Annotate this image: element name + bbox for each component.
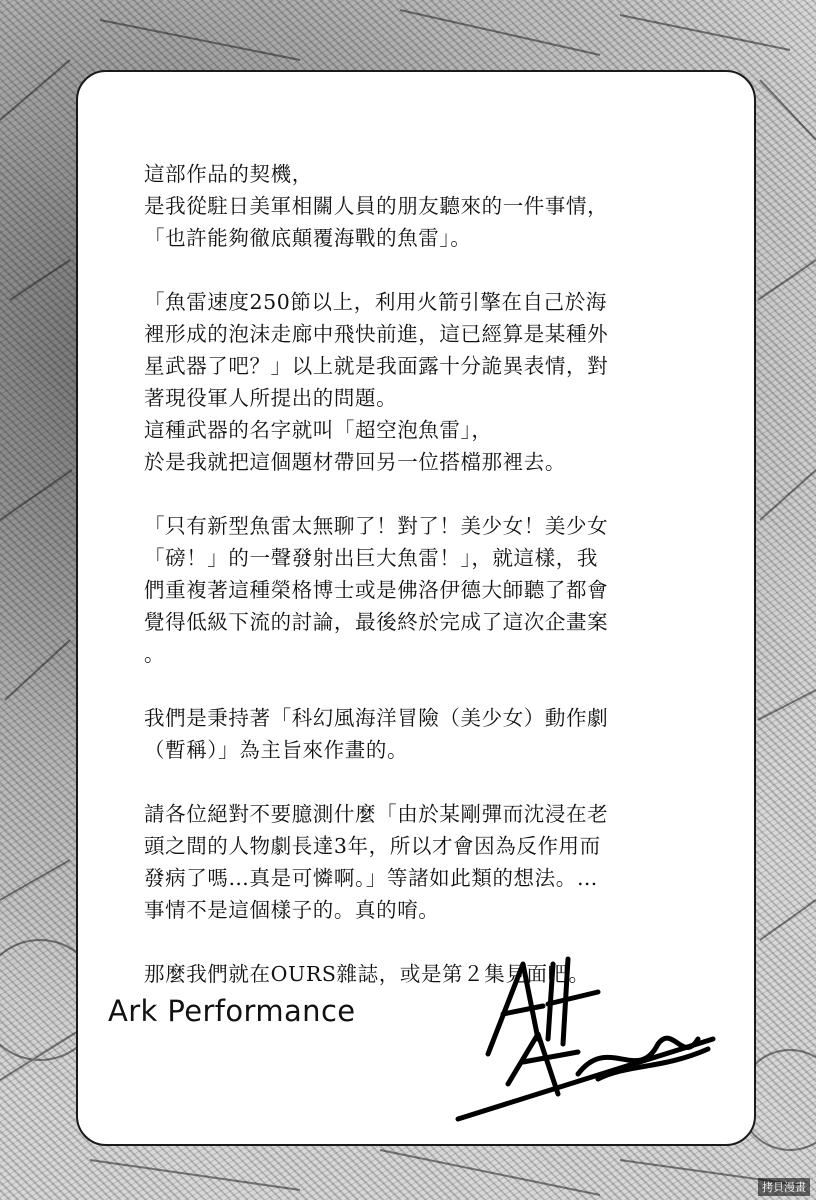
text-line: 請各位絕對不要臆測什麼「由於某剛彈而沈浸在老	[144, 802, 609, 826]
text-line: 裡形成的泡沫走廊中飛快前進，這已經算是某種外	[144, 322, 609, 346]
text-line: 「磅！」的一聲發射出巨大魚雷！」，就這樣，我	[144, 546, 598, 570]
afterword-paragraph	[144, 158, 704, 254]
text-line: 我們是秉持著「科幻風海洋冒險（美少女）動作劇	[144, 706, 609, 730]
text-line: 。	[144, 642, 166, 666]
text-line: 「只有新型魚雷太無聊了！對了！美少女！美少女	[144, 514, 609, 538]
text-line: 們重複著這種榮格博士或是佛洛伊德大師聽了都會	[144, 578, 609, 602]
text-line: 那麼我們就在OURS雜誌，或是第２集見面吧。	[144, 962, 590, 986]
text-line: 星武器了吧？」以上就是我面露十分詭異表情，對	[144, 354, 609, 378]
text-line: 這種武器的名字就叫「超空泡魚雷」，	[144, 418, 493, 442]
afterword-paragraph	[144, 286, 704, 478]
afterword-paragraph	[144, 510, 704, 670]
text-line: 發病了嗎…真是可憐啊。」等諸如此類的想法。…	[144, 866, 598, 890]
text-line: 頭之間的人物劇長達3年，所以才會因為反作用而	[144, 834, 601, 858]
text-line: 著現役軍人所提出的問題。	[144, 386, 398, 410]
watermark: 拷貝漫畫	[758, 1178, 810, 1196]
text-line: 覺得低級下流的討論，最後終於完成了這次企畫案	[144, 610, 609, 634]
author-name: Ark Performance	[108, 994, 356, 1028]
text-line: 「魚雷速度250節以上，利用火箭引擎在自己於海	[144, 290, 607, 314]
text-line: 這部作品的契機，	[144, 162, 313, 186]
afterword-text	[144, 158, 704, 1022]
text-line: 「也許能夠徹底顛覆海戰的魚雷」。	[144, 226, 472, 250]
afterword-paragraph	[144, 702, 704, 766]
text-line: 事情不是這個樣子的。真的唷。	[144, 898, 440, 922]
text-line: 是我從駐日美軍相關人員的朋友聽來的一件事情，	[144, 194, 609, 218]
afterword-paragraph	[144, 798, 704, 926]
afterword-panel	[76, 70, 756, 1146]
handwritten-signature	[448, 944, 728, 1124]
text-line: 於是我就把這個題材帶回另一位搭檔那裡去。	[144, 450, 566, 474]
text-line: （暫稱）」為主旨來作畫的。	[144, 738, 409, 762]
